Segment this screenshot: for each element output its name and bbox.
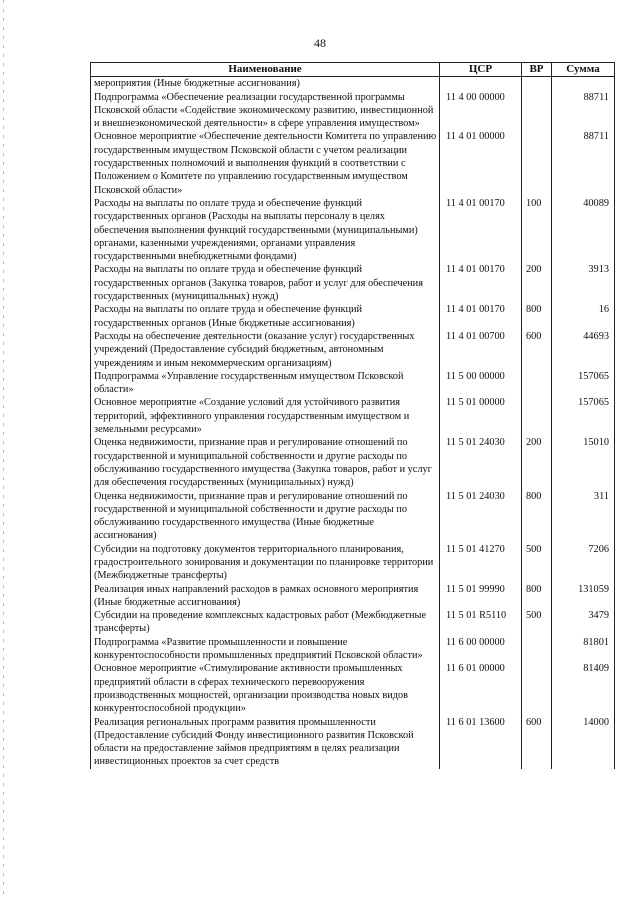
row-sum: 81801 (552, 636, 615, 663)
table-row (91, 396, 615, 436)
table-row (91, 263, 615, 303)
table-header-row (91, 63, 615, 77)
row-csr: 11 4 01 00000 (440, 130, 522, 196)
row-csr: 11 5 01 24030 (440, 436, 522, 489)
row-name: Субсидии на подготовку документов территориального планирования, градостроительного зонирования и документации по планировке территории (Межбюджетные трансферты) (91, 543, 440, 583)
row-vr: 600 (522, 330, 552, 370)
row-csr: 11 5 01 00000 (440, 396, 522, 436)
scan-edge (3, 0, 4, 899)
row-vr: 800 (522, 583, 552, 610)
table-row (91, 370, 615, 397)
table-row (91, 543, 615, 583)
table-row (91, 490, 615, 543)
row-csr: 11 4 01 00700 (440, 330, 522, 370)
row-vr (522, 77, 552, 91)
row-name: Реализация иных направлений расходов в рамках основного мероприятия (Иные бюджетные ассигнования) (91, 583, 440, 610)
header-sum: Сумма (552, 63, 615, 77)
row-vr (522, 662, 552, 715)
row-vr: 500 (522, 543, 552, 583)
row-sum: 131059 (552, 583, 615, 610)
row-name: Подпрограмма «Развитие промышленности и повышение конкурентоспособности промышленных предприятий Псковской области» (91, 636, 440, 663)
row-sum: 311 (552, 490, 615, 543)
row-name: Расходы на выплаты по оплате труда и обеспечение функций государственных органов (Расходы на выплаты персоналу в целях обеспечения выполнения функций государственными (муниципальными) органами, казенными учреждениями, органами управления государственными внебюджетными фондами) (91, 197, 440, 263)
row-vr: 200 (522, 263, 552, 303)
row-sum: 81409 (552, 662, 615, 715)
row-name: Подпрограмма «Обеспечение реализации государственной программы Псковской области «Содействие экономическому развитию, инвестиционной и внешнеэкономической деятельности» в сфере управления имуществом» (91, 91, 440, 131)
row-sum: 14000 (552, 716, 615, 769)
table-row (91, 330, 615, 370)
row-name: Основное мероприятие «Обеспечение деятельности Комитета по управлению государственным имуществом Псковской области с учетом реализации государственных полномочий и выполнения функций в соответствии с Положением о Комитете по управлению государственным имуществом Псковской области» (91, 130, 440, 196)
row-csr: 11 5 01 99990 (440, 583, 522, 610)
row-name: Расходы на выплаты по оплате труда и обеспечение функций государственных органов (Иные бюджетные ассигнования) (91, 303, 440, 330)
row-csr (440, 77, 522, 91)
table-row (91, 716, 615, 769)
row-vr (522, 396, 552, 436)
row-sum: 88711 (552, 130, 615, 196)
row-csr: 11 5 01 41270 (440, 543, 522, 583)
row-csr: 11 5 00 00000 (440, 370, 522, 397)
row-csr: 11 6 00 00000 (440, 636, 522, 663)
table-row (91, 583, 615, 610)
row-sum: 157065 (552, 396, 615, 436)
header-name: Наименование (91, 63, 440, 77)
row-name: Оценка недвижимости, признание прав и регулирование отношений по государственной и муниципальной собственности и другие расходы по обслуживанию государственного имущества (Закупка товаров, работ и услуг для обеспечения государственных (муниципальных) нужд) (91, 436, 440, 489)
table-row (91, 77, 615, 91)
row-sum (552, 77, 615, 91)
row-name: мероприятия (Иные бюджетные ассигнования) (91, 77, 440, 91)
table-row (91, 130, 615, 196)
row-name: Реализация региональных программ развития промышленности (Предоставление субсидий Фонду инвестиционного развития Псковской области на предоставление займов предприятиям в целях реализации инвестиционных проектов за счет средств (91, 716, 440, 769)
row-name: Расходы на обеспечение деятельности (оказание услуг) государственных учреждений (Предоставление субсидий бюджетным, автономным учреждениям и иным некоммерческим организациям) (91, 330, 440, 370)
row-vr: 200 (522, 436, 552, 489)
row-vr: 800 (522, 490, 552, 543)
row-name: Подпрограмма «Управление государственным имуществом Псковской области» (91, 370, 440, 397)
row-name: Основное мероприятие «Создание условий для устойчивого развития территорий, эффективного управления государственным имуществом и земельными ресурсами» (91, 396, 440, 436)
row-name: Расходы на выплаты по оплате труда и обеспечение функций государственных органов (Закупка товаров, работ и услуг для обеспечения государственных (муниципальных) нужд) (91, 263, 440, 303)
row-csr: 11 4 00 00000 (440, 91, 522, 131)
row-csr: 11 4 01 00170 (440, 263, 522, 303)
row-vr (522, 636, 552, 663)
row-sum: 16 (552, 303, 615, 330)
row-sum: 44693 (552, 330, 615, 370)
row-name: Оценка недвижимости, признание прав и регулирование отношений по государственной и муниципальной собственности и другие расходы по обслуживанию государственного имущества (Иные бюджетные ассигнования) (91, 490, 440, 543)
row-csr: 11 4 01 00170 (440, 303, 522, 330)
row-vr: 500 (522, 609, 552, 636)
table-row (91, 197, 615, 263)
row-csr: 11 5 01 R5110 (440, 609, 522, 636)
row-vr: 800 (522, 303, 552, 330)
row-csr: 11 6 01 00000 (440, 662, 522, 715)
table-row (91, 436, 615, 489)
header-csr: ЦСР (440, 63, 522, 77)
row-sum: 157065 (552, 370, 615, 397)
row-sum: 3479 (552, 609, 615, 636)
table-row (91, 91, 615, 131)
row-vr: 600 (522, 716, 552, 769)
table-row (91, 609, 615, 636)
row-vr (522, 370, 552, 397)
row-csr: 11 6 01 13600 (440, 716, 522, 769)
header-vr: ВР (522, 63, 552, 77)
page-number: 48 (314, 36, 326, 50)
budget-table (90, 62, 615, 769)
table-row (91, 662, 615, 715)
row-sum: 7206 (552, 543, 615, 583)
row-name: Основное мероприятие «Стимулирование активности промышленных предприятий области в сферах технического перевооружения производственных мощностей, организации производства новых видов конкурентоспособной продукции» (91, 662, 440, 715)
row-sum: 15010 (552, 436, 615, 489)
row-vr (522, 130, 552, 196)
row-vr (522, 91, 552, 131)
row-sum: 3913 (552, 263, 615, 303)
row-csr: 11 4 01 00170 (440, 197, 522, 263)
row-csr: 11 5 01 24030 (440, 490, 522, 543)
row-sum: 88711 (552, 91, 615, 131)
table-row (91, 303, 615, 330)
table-row (91, 636, 615, 663)
row-name: Субсидии на проведение комплексных кадастровых работ (Межбюджетные трансферты) (91, 609, 440, 636)
row-vr: 100 (522, 197, 552, 263)
row-sum: 40089 (552, 197, 615, 263)
